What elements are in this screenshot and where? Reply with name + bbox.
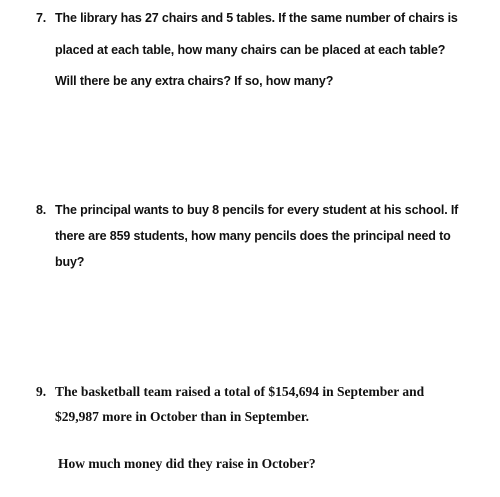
problem-number: 7.: [36, 11, 47, 25]
problem-text-line: The basketball team raised a total of $154,694 in September and: [55, 384, 425, 399]
problem-text-line: placed at each table, how many chairs can be placed at each table?: [55, 43, 446, 57]
problem-followup: How much money did they raise in October?: [58, 456, 316, 471]
problem-text-line: The library has 27 chairs and 5 tables. If the same number of chairs is: [55, 11, 458, 25]
problem-followup: Will there be any extra chairs? If so, how many?: [55, 74, 334, 88]
problem-number: 9.: [36, 384, 47, 399]
problem-text-line: $29,987 more in October than in September.: [55, 409, 309, 424]
problem-text-line: there are 859 students, how many pencils does the principal need to: [55, 229, 451, 243]
problem-text-line: buy?: [55, 255, 85, 269]
problem-text-line: The principal wants to buy 8 pencils for every student at his school. If: [55, 203, 459, 217]
problem-number: 8.: [36, 203, 47, 217]
